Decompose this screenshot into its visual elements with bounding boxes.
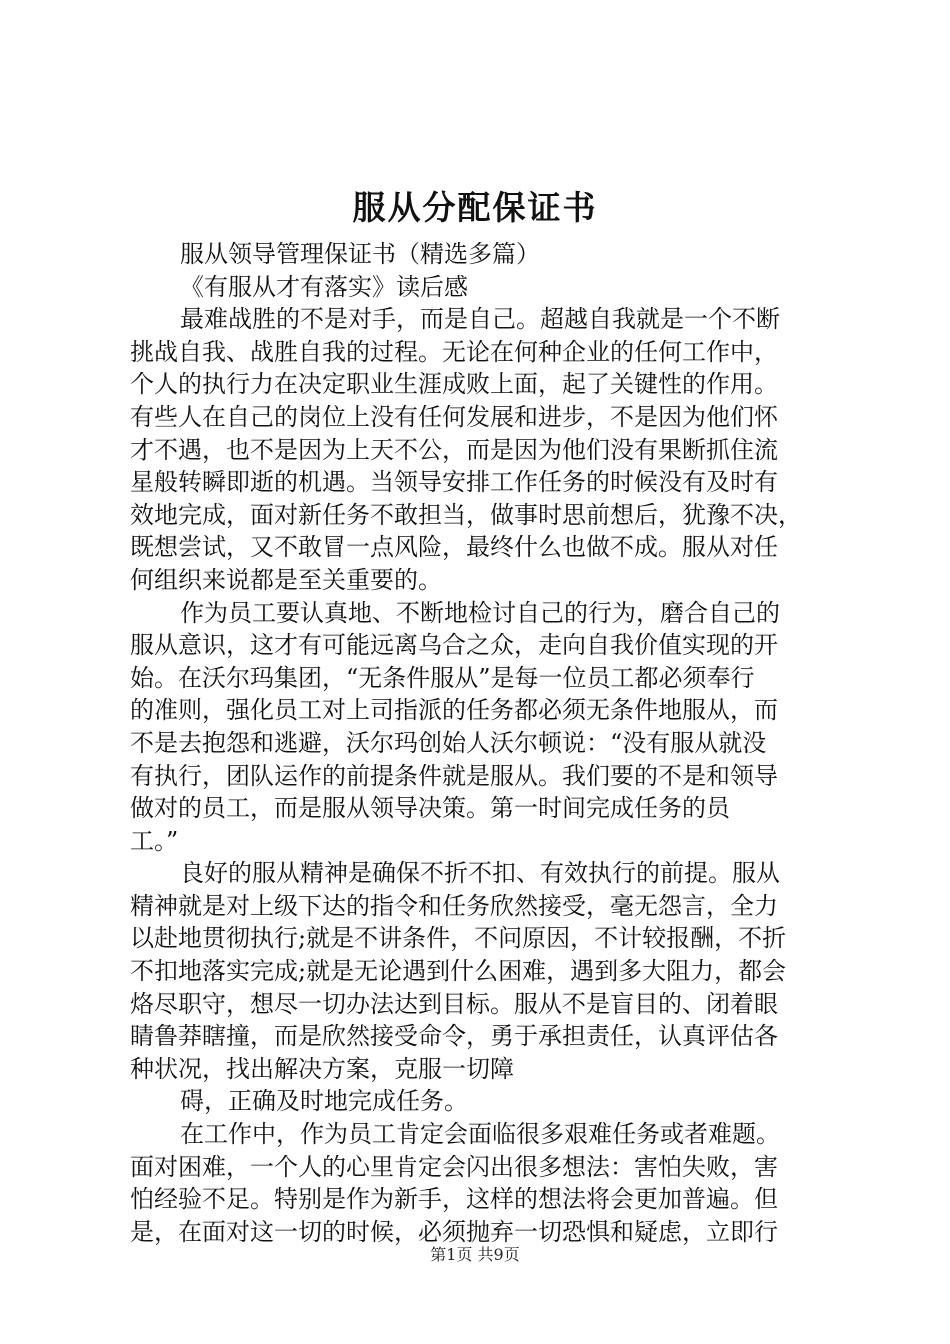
text-line: 工。” bbox=[130, 826, 179, 855]
page-footer: 第1页 共9页 bbox=[430, 1245, 520, 1264]
document-body bbox=[130, 238, 830, 1248]
text-line: 挑战自我、战胜自我的过程。无论在何种企业的任何工作中， bbox=[130, 337, 778, 366]
text-line: 面对困难，一个人的心里肯定会闪出很多想法：害怕失败，害 bbox=[130, 1152, 778, 1181]
text-line: 不扣地落实完成;就是无论遇到什么困难，遇到多大阻力，都会 bbox=[130, 957, 787, 986]
text-line: 服从意识，这才有可能远离乌合之众，走向自我价值实现的开 bbox=[130, 631, 778, 660]
text-line: 的准则，强化员工对上司指派的任务都必须无条件地服从，而 bbox=[130, 696, 778, 725]
text-line: 睛鲁莽瞎撞，而是欣然接受命令，勇于承担责任，认真评估各 bbox=[130, 1022, 778, 1051]
text-line: 烙尽职守，想尽一切办法达到目标。服从不是盲目的、闭着眼 bbox=[130, 989, 778, 1018]
text-line: 作为员工要认真地、不断地检讨自己的行为，磨合自己的 bbox=[180, 598, 780, 627]
text-line: 精神就是对上级下达的指令和任务欣然接受，毫无怨言，全力 bbox=[130, 891, 778, 920]
text-line: 良好的服从精神是确保不折不扣、有效执行的前提。服从 bbox=[180, 859, 780, 888]
text-line: 效地完成，面对新任务不敢担当，做事时思前想后，犹豫不决， bbox=[130, 500, 802, 529]
text-line: 个人的执行力在决定职业生涯成败上面，起了关键性的作用。 bbox=[130, 370, 778, 399]
text-line: 既想尝试，又不敢冒一点风险，最终什么也做不成。服从对任 bbox=[130, 533, 778, 562]
text-line: 星般转瞬即逝的机遇。当领导安排工作任务的时候没有及时有 bbox=[130, 468, 778, 497]
document-title: 服从分配保证书 bbox=[352, 188, 598, 227]
text-line: 有执行，团队运作的前提条件就是服从。我们要的不是和领导 bbox=[130, 761, 778, 790]
text-line: 有些人在自己的岗位上没有任何发展和进步，不是因为他们怀 bbox=[130, 402, 778, 431]
text-line: 种状况，找出解决方案，克服一切障 bbox=[130, 1054, 514, 1083]
text-line: 怕经验不足。特别是作为新手，这样的想法将会更加普遍。但 bbox=[130, 1185, 778, 1214]
text-line: 服从领导管理保证书（精选多篇） bbox=[180, 240, 540, 268]
text-line: 《有服从才有落实》读后感 bbox=[180, 272, 468, 301]
text-line: 才不遇，也不是因为上天不公，而是因为他们没有果断抓住流 bbox=[130, 435, 778, 464]
text-line: 碍，正确及时地完成任务。 bbox=[180, 1087, 468, 1116]
text-line: 何组织来说都是至关重要的。 bbox=[130, 565, 442, 594]
text-line: 以赴地贯彻执行;就是不讲条件，不问原因，不计较报酬，不折 bbox=[130, 924, 787, 953]
text-line: 始。在沃尔玛集团，“无条件服从”是每一位员工都必须奉行 bbox=[130, 663, 755, 692]
text-line: 不是去抱怨和逃避，沃尔玛创始人沃尔顿说：“没有服从就没 bbox=[130, 728, 767, 757]
text-line: 在工作中，作为员工肯定会面临很多艰难任务或者难题。 bbox=[180, 1120, 780, 1149]
text-line: 做对的员工，而是服从领导决策。第一时间完成任务的员 bbox=[130, 794, 730, 823]
text-line: 最难战胜的不是对手，而是自己。超越自我就是一个不断 bbox=[180, 305, 780, 334]
text-line: 是，在面对这一切的时候，必须抛弃一切恐惧和疑虑，立即行 bbox=[130, 1217, 778, 1246]
